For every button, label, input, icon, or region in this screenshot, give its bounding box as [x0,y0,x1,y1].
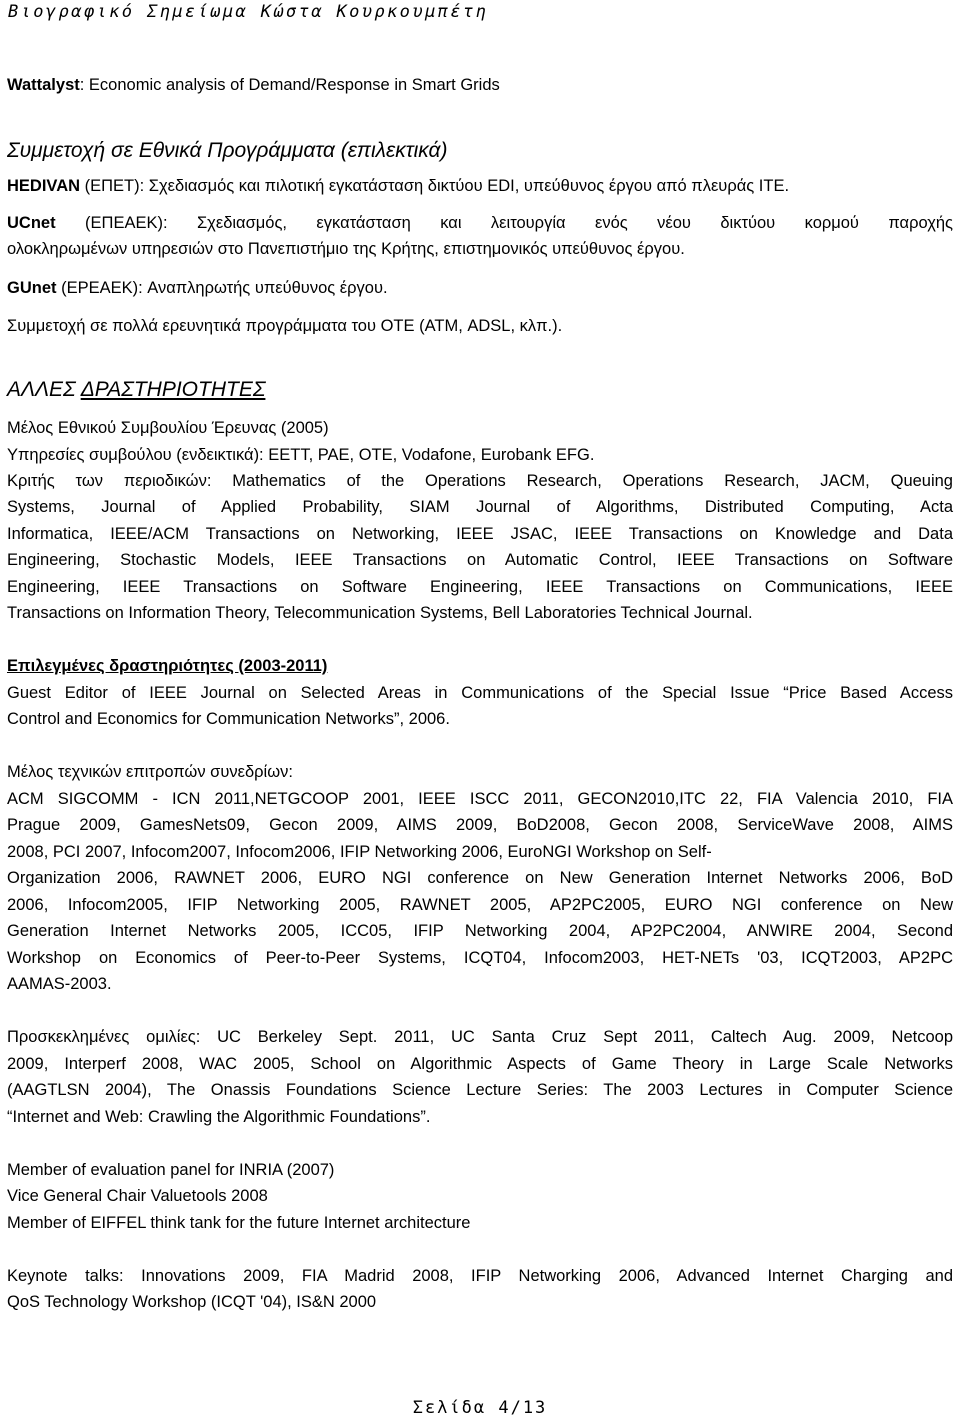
reviewer-line: Systems, Journal of Applied Probability, SIAM Journal of Algorithms, Distributed Computing, Acta [7,498,953,516]
ucnet-line-2: ολοκληρωμένων υπηρεσιών στο Πανεπιστήμιο της Κρήτης, επιστημονικός υπεύθυνος έργου. [7,240,685,258]
reviewer-line: Engineering, Stochastic Models, IEEE Transactions on Automatic Control, IEEE Transactions on Software [7,551,953,569]
guest-editor-line: Control and Economics for Communication Networks”, 2006. [7,710,450,728]
tpc-line: Generation Internet Networks 2005, ICC05, IFIP Networking 2004, AP2PC2004, ANWIRE 2004, Second [7,922,953,940]
invited-talks-line: 2009, Interperf 2008, WAC 2005, School on Algorithmic Aspects of Game Theory in Large Scale Networks [7,1055,953,1073]
tpc-line: 2008, PCI 2007, Infocom2007, Infocom2006, IFIP Networking 2006, EuroNGI Workshop on Self- [7,843,712,861]
keynote-line: QoS Technology Workshop (ICQT '04), IS&N 2000 [7,1293,377,1311]
tpc-line: AAMAS-2003. [7,975,112,993]
project-name: Wattalyst [7,76,80,94]
other-activities-heading [7,377,265,403]
project-desc: (ΕΡΕΑΕΚ): Αναπληρωτής υπεύθυνος έργου. [56,279,388,297]
reviewer-line: Κριτής των περιοδικών: Mathematics of the Operations Research, Operations Research, JACM, Queuing [7,472,953,490]
reviewer-line: Transactions on Information Theory, Telecommunication Systems, Bell Laboratories Technical Journal. [7,604,753,622]
project-name: UCnet [7,214,56,232]
selected-activities-heading: Επιλεγμένες δραστηριότητες (2003-2011) [7,657,328,675]
gunet-line [7,278,388,298]
member-line: Member of evaluation panel for INRIA (2007) [7,1161,335,1179]
project-desc: : Economic analysis of Demand/Response in Smart Grids [79,76,500,94]
ote-line: Συμμετοχή σε πολλά ερευνητικά προγράμματα του ΟΤΕ (ΑΤΜ, ADSL, κλπ.). [7,317,563,335]
hedivan-line [7,176,789,196]
member-line: Member of EIFFEL think tank for the future Internet architecture [7,1214,471,1232]
member-line: Vice General Chair Valuetools 2008 [7,1187,268,1205]
project-name: GUnet [7,279,57,297]
reviewer-line: Engineering, IEEE Transactions on Software Engineering, IEEE Transactions on Communications, IEEE [7,578,953,596]
project-name: HEDIVAN [7,177,81,195]
other-line: Υπηρεσίες συμβούλου (ενδεικτικά): ΕΕΤΤ, ΡΑΕ, ΟΤΕ, Vodafone, Eurobank EFG. [7,446,595,464]
invited-talks-line: “Internet and Web: Crawling the Algorithmic Foundations”. [7,1108,431,1126]
project-desc: (ΕΠΕΤ): Σχεδιασμός και πιλοτική εγκατάσταση δικτύου EDI, υπεύθυνος έργου από πλευράς ΙΤΕ. [80,177,790,195]
project-desc: (ΕΠΕΑΕΚ): Σχεδιασμός, εγκατάσταση και λειτουργία ενός νέου δικτύου κορμού παροχής [55,214,953,232]
ucnet-line-1 [7,213,953,233]
tpc-line: 2006, Infocom2005, IFIP Networking 2005, RAWNET 2005, AP2PC2005, EURO NGI conference on New [7,896,953,914]
tpc-label: Μέλος τεχνικών επιτροπών συνεδρίων: [7,763,293,781]
invited-talks-line: (AAGTLSN 2004), The Onassis Foundations Science Lecture Series: The 2003 Lectures in Computer Science [7,1081,953,1099]
national-programs-heading: Συμμετοχή σε Εθνικά Προγράμματα (επιλεκτικά) [7,139,448,162]
wattalyst-line [7,75,500,95]
reviewer-line: Informatica, IEEE/ACM Transactions on Networking, IEEE JSAC, IEEE Transactions on Knowledge and Data [7,525,953,543]
page-header: Βιογραφικό Σημείωμα Κώστα Κουρκουμπέτη [8,2,489,22]
invited-talks-line: Προσκεκλημένες ομιλίες: UC Berkeley Sept. 2011, UC Santa Cruz Sept 2011, Caltech Aug. 2009, Netcoop [7,1028,953,1046]
tpc-line: Workshop on Economics of Peer-to-Peer Systems, ICQT04, Infocom2003, HET-NETs '03, ICQT2003, AP2PC [7,949,953,967]
heading-part-underlined: ΔΡΑΣΤΗΡΙΟΤΗΤΕΣ [80,378,266,401]
heading-part: ΑΛΛΕΣ [7,378,81,401]
page-number: Σελίδα 4/13 [412,1398,548,1418]
tpc-line: Organization 2006, RAWNET 2006, EURO NGI conference on New Generation Internet Networks 2006, BoD [7,869,953,887]
guest-editor-line: Guest Editor of IEEE Journal on Selected Areas in Communications of the Special Issue “Price Based Access [7,684,953,702]
other-line: Μέλος Εθνικού Συμβουλίου Έρευνας (2005) [7,419,329,437]
tpc-line: Prague 2009, GamesNets09, Gecon 2009, AIMS 2009, BoD2008, Gecon 2008, ServiceWave 2008, AIMS [7,816,953,834]
keynote-line: Keynote talks: Innovations 2009, FIA Madrid 2008, IFIP Networking 2006, Advanced Internet Charging and [7,1267,953,1285]
tpc-line: ACM SIGCOMM - ICN 2011,NETGCOOP 2001, IEEE ISCC 2011, GECON2010,ITC 22, FIA Valencia 2010, FIA [7,790,953,808]
